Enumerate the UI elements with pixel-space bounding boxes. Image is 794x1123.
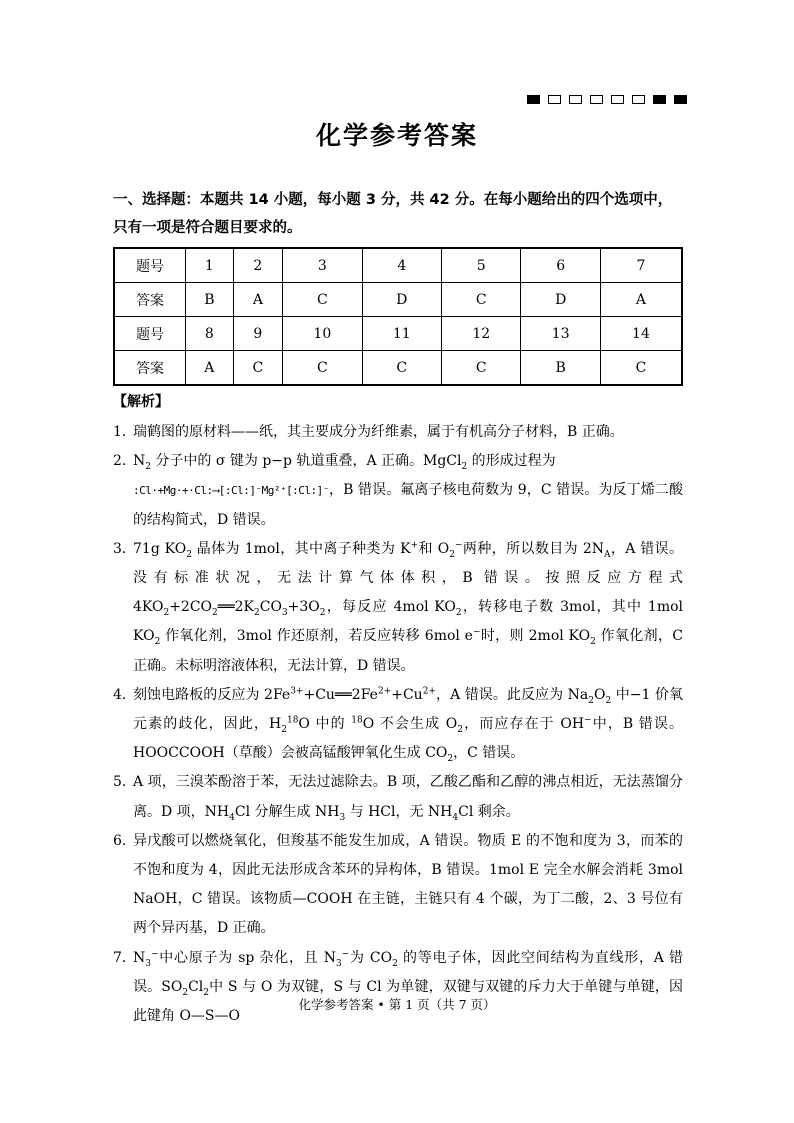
table-cell: 7 [600, 248, 682, 283]
item-text: ，C 错误。 [453, 745, 525, 762]
item-text: 中，B 错误。HOOCCOOH（草酸）会被高锰酸钾氧化生成 CO [133, 716, 684, 762]
table-cell: D [362, 283, 441, 317]
subscript: 2 [182, 987, 189, 998]
mark-2 [548, 95, 561, 104]
table-cell: A [233, 283, 282, 317]
table-cell: C [600, 351, 682, 386]
subscript: 2 [154, 637, 161, 648]
table-row [114, 283, 682, 317]
table-cell: 11 [362, 317, 441, 351]
item-text: 分子中的 σ 键为 p−p 轨道重叠，A 正确。MgCl [150, 453, 462, 470]
superscript: 3+ [290, 686, 304, 697]
table-cell: B [521, 351, 600, 386]
item-text: 中−1 价氧元素的歧化，因此，H [133, 686, 683, 733]
item-text: ，而应存在于 OH [463, 716, 585, 733]
item-text: ══2K [217, 599, 254, 616]
item-text: +Cu══2Fe [303, 686, 378, 703]
analysis-item-5 [113, 768, 683, 826]
item-text: ，每反应 4mol KO [325, 599, 456, 616]
item-text: ，转移电子数 3mol，其中 1mol KO [133, 599, 683, 645]
item-text: Cl 剩余。 [458, 803, 520, 820]
item-number: 2． [113, 453, 136, 470]
item-number: 5． [113, 774, 136, 791]
item-number: 7． [113, 949, 136, 966]
superscript: − [341, 949, 350, 959]
table-cell: B [186, 283, 234, 317]
analysis-item-4 [113, 681, 683, 769]
mark-1 [527, 95, 540, 104]
mark-3 [569, 95, 582, 104]
item-text: 瑞鹤图的原材料——纸，其主要成分为纤维素，属于有机高分子材料，B 正确。 [133, 424, 624, 440]
table-cell: C [362, 351, 441, 386]
item-text: ，A 错误。没有标准状况，无法计算气体体积，B 错误。按照反应方程式 4KO [133, 540, 684, 616]
table-cell: 10 [283, 317, 362, 351]
table-cell: 8 [186, 317, 234, 351]
table-cell: A [600, 283, 682, 317]
analysis-item-2 [113, 447, 683, 535]
subscript: 4 [229, 812, 235, 823]
superscript: − [584, 715, 592, 726]
item-number: 6. [113, 832, 127, 849]
subscript: 2 [461, 462, 468, 472]
superscript: − [150, 949, 159, 959]
subscript: 3 [281, 608, 288, 619]
table-cell: A [186, 351, 234, 386]
item-text: +3O [287, 599, 320, 616]
superscript: 18 [286, 715, 299, 726]
item-text: Cl [188, 978, 204, 995]
analysis-item-7 [113, 944, 683, 1032]
table-row [114, 317, 682, 351]
row-label: 答案 [114, 351, 186, 386]
item-text: 刻蚀电路板的反应为 2Fe [133, 686, 291, 703]
item-text: ，A 错误。此反应为 Na [435, 686, 589, 703]
answer-table [113, 247, 683, 386]
analysis-list [113, 418, 683, 1031]
table-row [114, 351, 682, 386]
superscript: 18 [351, 715, 363, 726]
subscript: 2 [457, 724, 463, 735]
row-label: 题号 [114, 248, 186, 283]
table-cell: C [233, 351, 282, 386]
subscript: 2 [163, 608, 170, 619]
subscript: 2 [254, 608, 260, 619]
item-text: 中 S 与 O 为双键，S 与 Cl 为单键，双键与双键的斥力大于单键与单键，因此键角 O—S—O [133, 978, 683, 1025]
table-cell: 6 [521, 248, 600, 283]
table-cell: 1 [186, 248, 234, 283]
item-text: 和 O [418, 540, 450, 557]
table-cell: C [283, 351, 362, 386]
section-heading: 一、选择题：本题共 14 小题，每小题 3 分，共 42 分。在每小题给出的四个选项中，只有一项是符合题目要求的。 [113, 192, 673, 236]
subscript: 2 [447, 754, 454, 765]
item-text: ，B 错误。氟离子核电荷数为 9，C 错误。为反丁烯二酸的结构简式，D 错误。 [133, 482, 683, 528]
superscript: 2+ [377, 686, 392, 697]
table-cell: C [283, 283, 362, 317]
subscript: 2 [449, 549, 455, 560]
subscript: 4 [452, 812, 459, 823]
item-text: Cl 分解生成 NH [234, 803, 340, 820]
table-cell: 14 [600, 317, 682, 351]
table-cell: 9 [233, 317, 282, 351]
superscript: + [410, 540, 419, 551]
item-number: 4． [113, 686, 136, 703]
table-cell: 2 [233, 248, 282, 283]
table-cell: 12 [442, 317, 521, 351]
subscript: 2 [455, 608, 462, 619]
item-text: 异戊酸可以燃烧氧化，但羧基不能发生加成，A 错误。物质 E 的不饱和度为 3，而苯的不饱和度为 4，因此无法形成含苯环的异构体，B 错误。1mol E 完全水解会消耗 3mol NaOH，C 错误。该物质—COOH 在主链，主链只有 4 个碳，为丁二酸，2、3 号位有两个异丙基，D 正确。 [133, 832, 683, 937]
item-text: 71g KO [133, 540, 187, 557]
table-cell: 4 [362, 248, 441, 283]
item-text: N [133, 949, 146, 966]
superscript: − [472, 627, 481, 638]
table-cell: C [442, 351, 521, 386]
subscript: 2 [203, 987, 210, 998]
page-title: 化学参考答案 [315, 121, 478, 150]
item-text: 时，则 2mol KO [480, 628, 591, 645]
item-text: 作氧化剂，3mol 作还原剂，若反应转移 6mol e [160, 628, 473, 645]
table-cell: 5 [442, 248, 521, 283]
analysis-item-3 [113, 535, 683, 681]
row-label: 题号 [114, 317, 186, 351]
subscript: 2 [588, 695, 594, 706]
subscript: 2 [392, 958, 398, 969]
subscript: 2 [145, 462, 151, 472]
table-cell: 3 [283, 248, 362, 283]
mark-7 [653, 95, 666, 104]
item-text: +Cu [391, 686, 423, 703]
subscript: 2 [319, 608, 326, 619]
table-cell: C [442, 283, 521, 317]
table-row [114, 248, 682, 283]
item-text: N [133, 453, 146, 470]
mark-6 [632, 95, 645, 104]
item-text: O [594, 686, 606, 703]
subscript: 2 [186, 549, 192, 560]
item-text: 与 HCl，无 NH [345, 803, 453, 820]
subscript: A [604, 549, 611, 560]
mark-5 [611, 95, 624, 104]
item-text: 为 CO [349, 949, 393, 966]
subscript: 2 [281, 724, 287, 735]
mark-4 [590, 95, 603, 104]
page-marks [527, 95, 687, 104]
page-footer: 化学参考答案 • 第 1 页（共 7 页） [298, 997, 496, 1012]
superscript: 2+ [422, 686, 436, 697]
analysis-item-1 [113, 418, 683, 447]
item-text: CO [259, 599, 282, 616]
item-number: 1． [113, 424, 136, 440]
subscript: 3 [335, 958, 342, 969]
mark-8 [674, 95, 687, 104]
item-text: 晶体为 1mol，其中离子种类为 K [191, 540, 411, 557]
subscript: 2 [605, 695, 612, 706]
item-text: A 项，三溴苯酚溶于苯，无法过滤除去。B 项，乙酸乙酯和乙醇的沸点相近，无法蒸馏分离。D 项，NH [133, 774, 683, 820]
table-cell: 13 [521, 317, 600, 351]
item-text: 的等电子体，因此空间结构为直线形，A 错误。SO [133, 949, 683, 995]
item-text: O 不会生成 O [362, 716, 458, 733]
row-label: 答案 [114, 283, 186, 317]
analysis-item-6 [113, 827, 683, 944]
lewis-formula: :Cl·+Mg·+·Cl:⟶[:Cl:]⁻Mg²⁺[:Cl:]⁻ [133, 484, 329, 498]
table-cell: D [521, 283, 600, 317]
superscript: − [455, 540, 463, 551]
item-text: +2CO [169, 599, 213, 616]
item-text: 两种，所以数目为 2N [462, 540, 605, 557]
item-text: 的形成过程为 [467, 453, 556, 470]
item-text: O 中的 [298, 716, 352, 733]
item-text: 作氧化剂，C 正确。未标明溶液体积，无法计算，D 错误。 [133, 628, 683, 674]
analysis-heading: 【解析】 [113, 394, 169, 410]
subscript: 2 [590, 637, 596, 648]
subscript: 3 [145, 958, 151, 969]
item-number: 3． [113, 540, 136, 557]
subscript: 3 [339, 812, 346, 823]
item-text: 中心原子为 sp 杂化，且 N [158, 949, 336, 966]
subscript: 2 [212, 608, 218, 619]
